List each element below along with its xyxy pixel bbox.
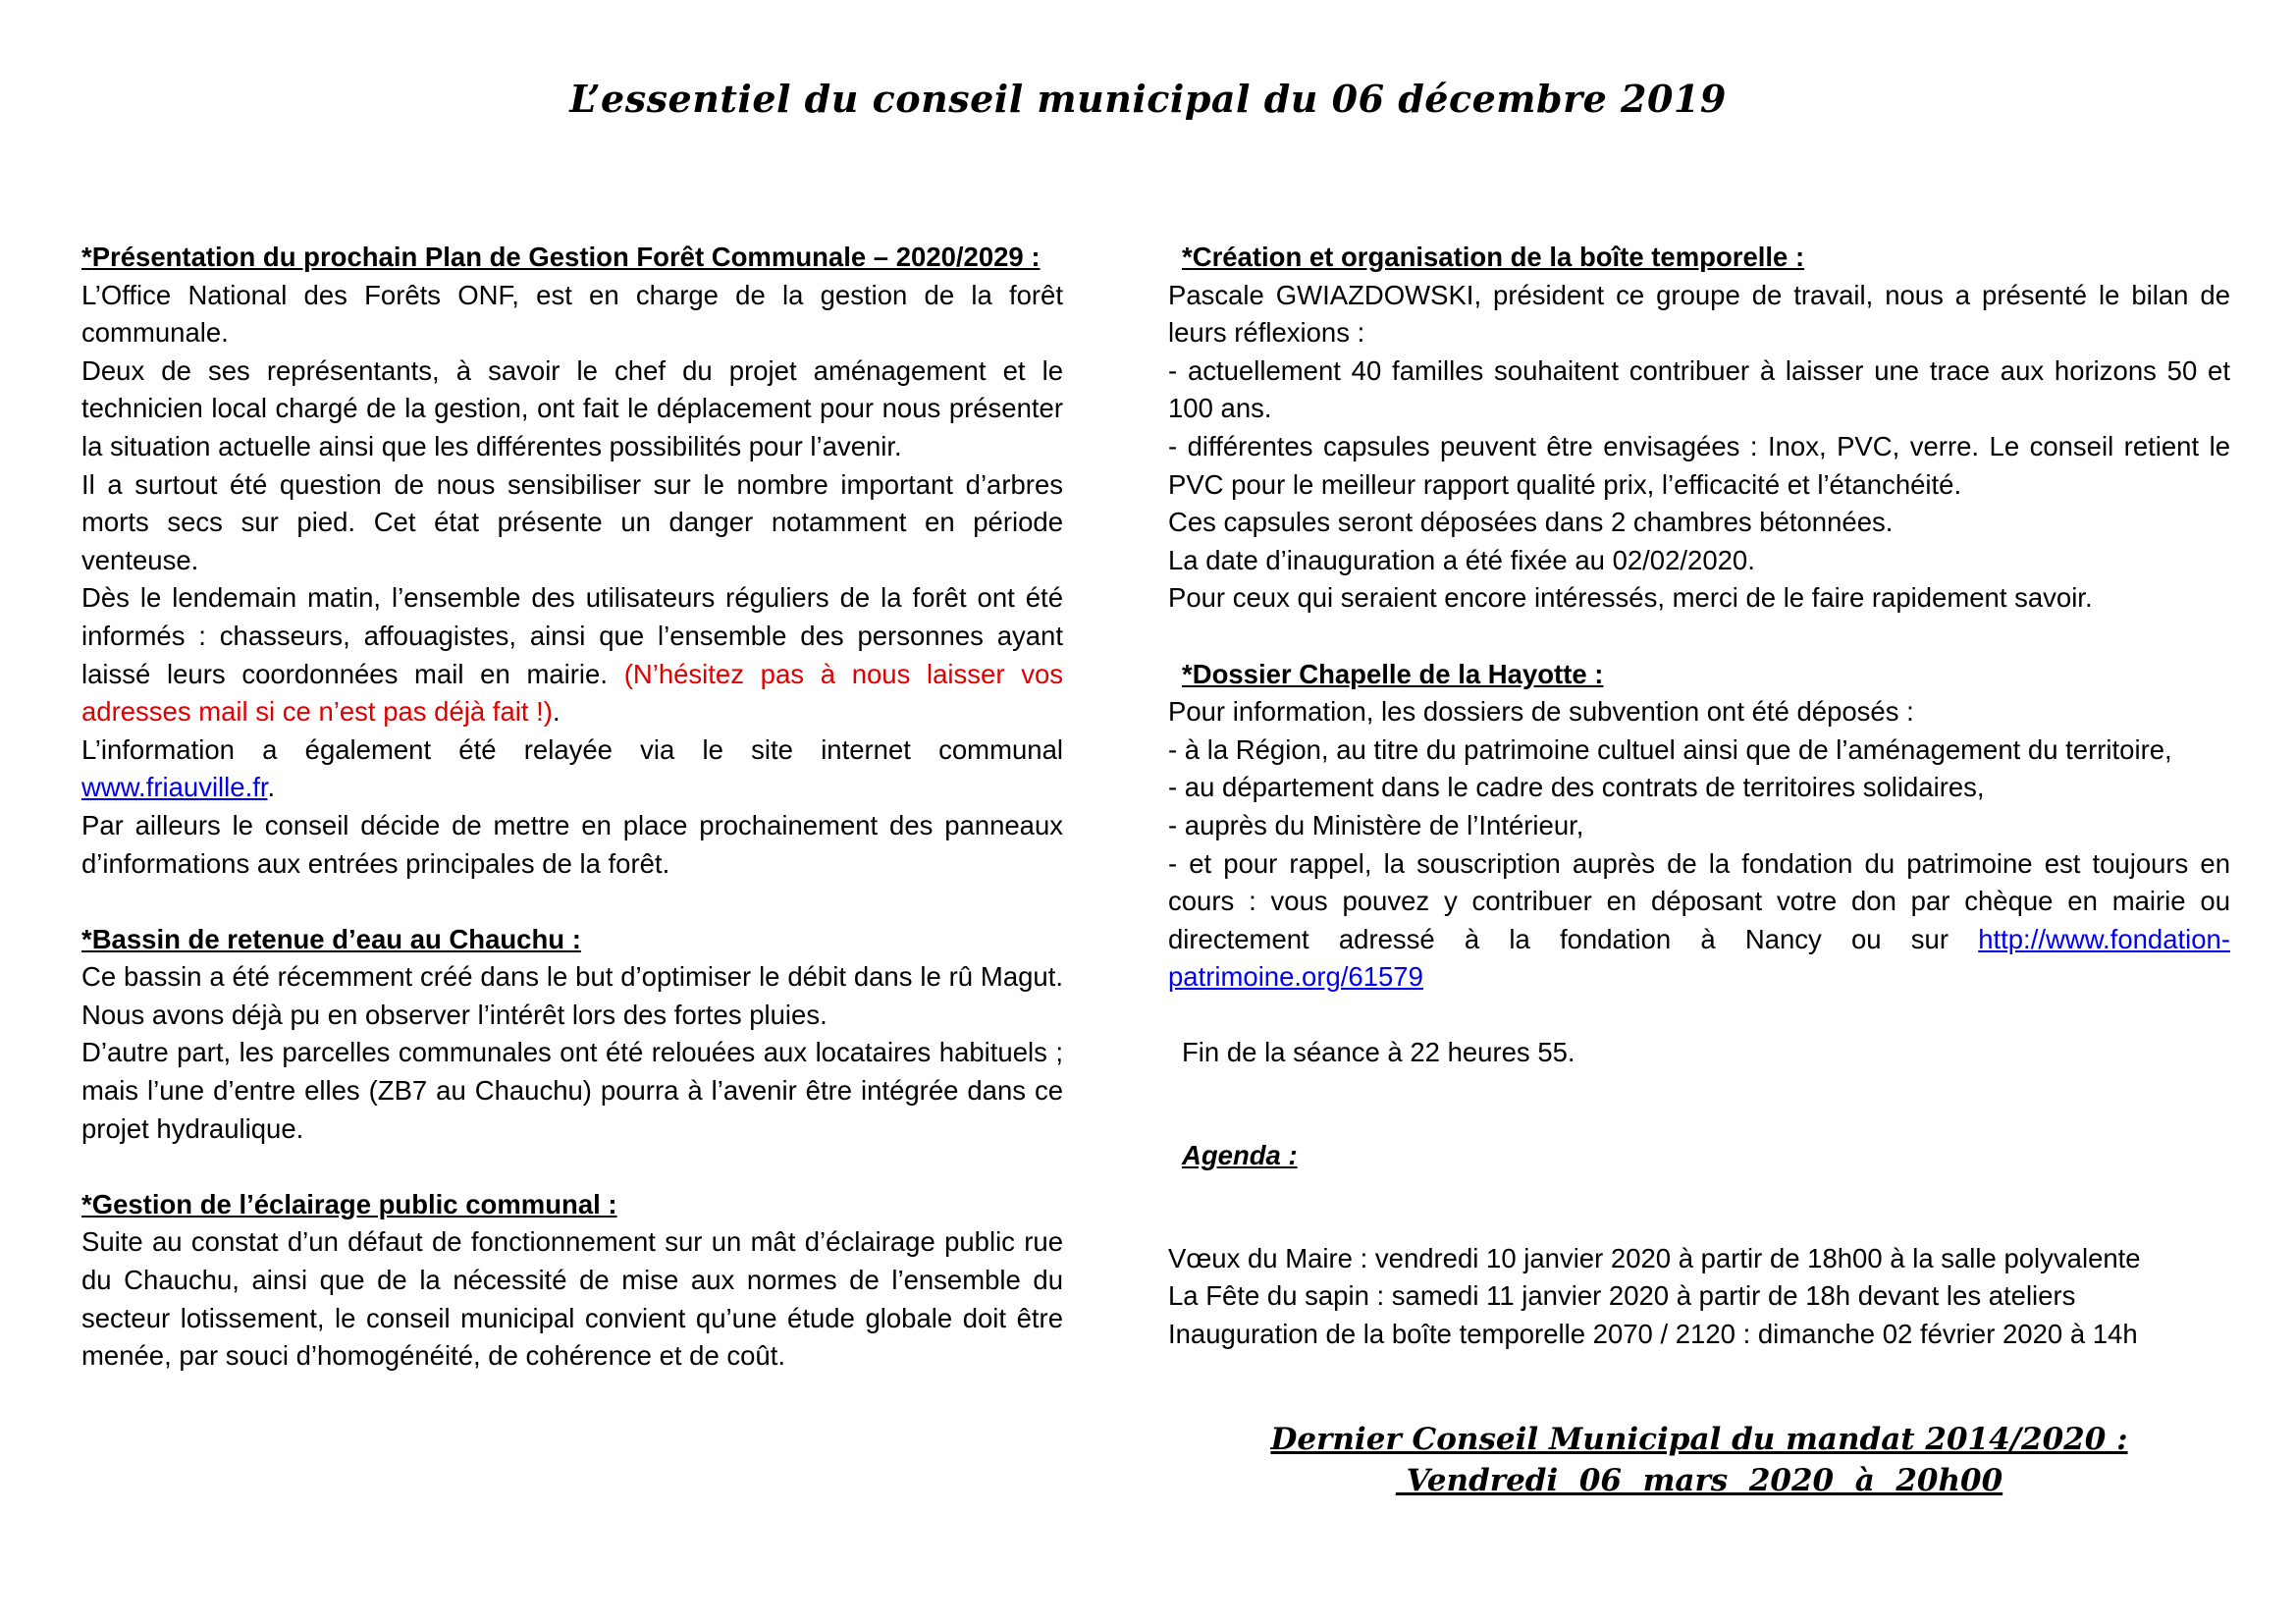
agenda-item: La Fête du sapin : samedi 11 janvier 2020 à partir de 18h devant les ateliers: [1168, 1280, 2076, 1312]
spacer: [81, 883, 1063, 921]
paragraph: [1168, 845, 2230, 997]
heading-bullet: *: [81, 242, 92, 272]
right-column: [1168, 239, 2230, 1354]
paragraph: Pour ceux qui seraient encore intéressés, merci de le faire rapidement savoir.: [1168, 582, 2093, 614]
section-heading-bassin: *Bassin de retenue d’eau au Chauchu :: [81, 923, 581, 954]
paragraph-text: - et pour rappel, la souscription auprès de la fondation du patrimoine est toujours en cours : vous pouvez y contribuer en déposant votre don par chèque en mairie ou directement adressé à la fondation à Nancy ou sur: [1168, 847, 2230, 954]
section-heading-boite-temporelle: [1168, 239, 2230, 277]
section-heading-chapelle: [1168, 656, 2230, 694]
heading-text: Création et organisation de la boîte temporelle :: [1192, 242, 1805, 272]
paragraph: - au département dans le cadre des contrats de territoires solidaires,: [1168, 772, 1985, 803]
paragraph: Suite au constat d’un défaut de fonctionnement sur un mât d’éclairage public rue du Chauchu, ainsi que de la nécessité de mise aux normes de l’ensemble du secteur lotissement, le conseil municipal convient qu’une étude globale doit être menée, par souci d’homogénéité, de cohérence et de coût.: [81, 1226, 1063, 1372]
paragraph: Ces capsules seront déposées dans 2 chambres bétonnées.: [1168, 507, 1894, 538]
next-council-notice: [1168, 1419, 2230, 1501]
page-title: L’essentiel du conseil municipal du 06 décembre 2019: [569, 77, 1727, 121]
spacer: [81, 1148, 1063, 1186]
paragraph: Il a surtout été question de nous sensibiliser sur le nombre important d’arbres morts secs sur pied. Cet état présente un danger notamment en période venteuse.: [81, 468, 1063, 575]
spacer: [1168, 997, 2230, 1035]
session-end: Fin de la séance à 22 heures 55.: [1182, 1037, 1575, 1068]
heading-bullet: *: [1182, 242, 1193, 272]
paragraph: - différentes capsules peuvent être envisagées : Inox, PVC, verre. Le conseil retient le PVC pour le meilleur rapport qualité prix, l’efficacité et l’étanchéité.: [1168, 430, 2230, 500]
paragraph: - auprès du Ministère de l’Intérieur,: [1168, 809, 1584, 840]
paragraph-text: L’information a également été relayée via le site internet communal: [81, 733, 1063, 765]
next-council-line1: Dernier Conseil Municipal du mandat 2014/2020 :: [1270, 1422, 2128, 1457]
paragraph: Pascale GWIAZDOWSKI, président ce groupe de travail, nous a présenté le bilan de leurs réflexions :: [1168, 279, 2230, 349]
paragraph-end: .: [267, 772, 276, 803]
heading-text: Présentation du prochain Plan de Gestion Forêt Communale – 2020/2029 :: [91, 242, 1041, 272]
paragraph: Par ailleurs le conseil décide de mettre en place prochainement des panneaux d’informations aux entrées principales de la forêt.: [81, 809, 1063, 879]
agenda-item: Inauguration de la boîte temporelle 2070 / 2120 : dimanche 02 février 2020 à 14h: [1168, 1319, 2138, 1350]
paragraph: - à la Région, au titre du patrimoine cultuel ainsi que de l’aménagement du territoire,: [1168, 733, 2172, 765]
left-column: [81, 239, 1063, 1376]
spacer: [1168, 618, 2230, 656]
spacer: [1168, 1072, 2230, 1110]
heading-text: Gestion de l’éclairage public communal :: [91, 1188, 617, 1219]
paragraph: [81, 579, 1063, 731]
paragraph-end: .: [552, 696, 561, 728]
paragraph: Pour information, les dossiers de subvention ont été déposés :: [1168, 696, 1914, 728]
website-link[interactable]: www.friauville.fr: [81, 772, 268, 803]
agenda-title: Agenda :: [1182, 1140, 1298, 1171]
heading-text: Dossier Chapelle de la Hayotte :: [1192, 658, 1604, 689]
spacer: [1168, 1202, 2230, 1240]
section-heading-plan-gestion: [81, 239, 1063, 277]
heading-bullet: *: [1182, 658, 1193, 689]
paragraph: La date d’inauguration a été fixée au 02/02/2020.: [1168, 544, 1755, 575]
agenda-item: Vœux du Maire : vendredi 10 janvier 2020 à partir de 18h00 à la salle polyvalente: [1168, 1242, 2141, 1273]
fondation-link[interactable]: http://www.fondation-patrimoine.org/61579: [1168, 923, 2230, 993]
paragraph: [81, 731, 1063, 807]
paragraph: L’Office National des Forêts ONF, est en charge de la gestion de la forêt communale.: [81, 279, 1063, 349]
paragraph: Ce bassin a été récemment créé dans le but d’optimiser le débit dans le rû Magut. Nous avons déjà pu en observer l’intérêt lors des fortes pluies.: [81, 961, 1063, 1030]
heading-bullet: *: [81, 1188, 92, 1219]
paragraph: Deux de ses représentants, à savoir le chef du projet aménagement et le technicien local chargé de la gestion, ont fait le déplacement pour nous présenter la situation actuelle ainsi que les différentes possibilités pour l’avenir.: [81, 354, 1063, 461]
paragraph: - actuellement 40 familles souhaitent contribuer à laisser une trace aux horizons 50 et 100 ans.: [1168, 354, 2230, 424]
next-council-line2: Vendredi 06 mars 2020 à 20h00: [1395, 1463, 2003, 1498]
section-heading-eclairage: [81, 1186, 1063, 1224]
red-notice: (N’hésitez pas à nous laisser vos adresses mail si ce n’est pas déjà fait !): [81, 658, 1063, 728]
paragraph: D’autre part, les parcelles communales ont été relouées aux locataires habituels ; mais l’une d’entre elles (ZB7 au Chauchu) pourra à l’avenir être intégrée dans ce projet hydraulique.: [81, 1037, 1063, 1144]
paragraph-text: Dès le lendemain matin, l’ensemble des utilisateurs réguliers de la forêt ont été informés : chasseurs, affouagistes, ainsi que l’ensemble des personnes ayant laissé leurs coordonnées mail en mairie.: [81, 582, 1063, 689]
